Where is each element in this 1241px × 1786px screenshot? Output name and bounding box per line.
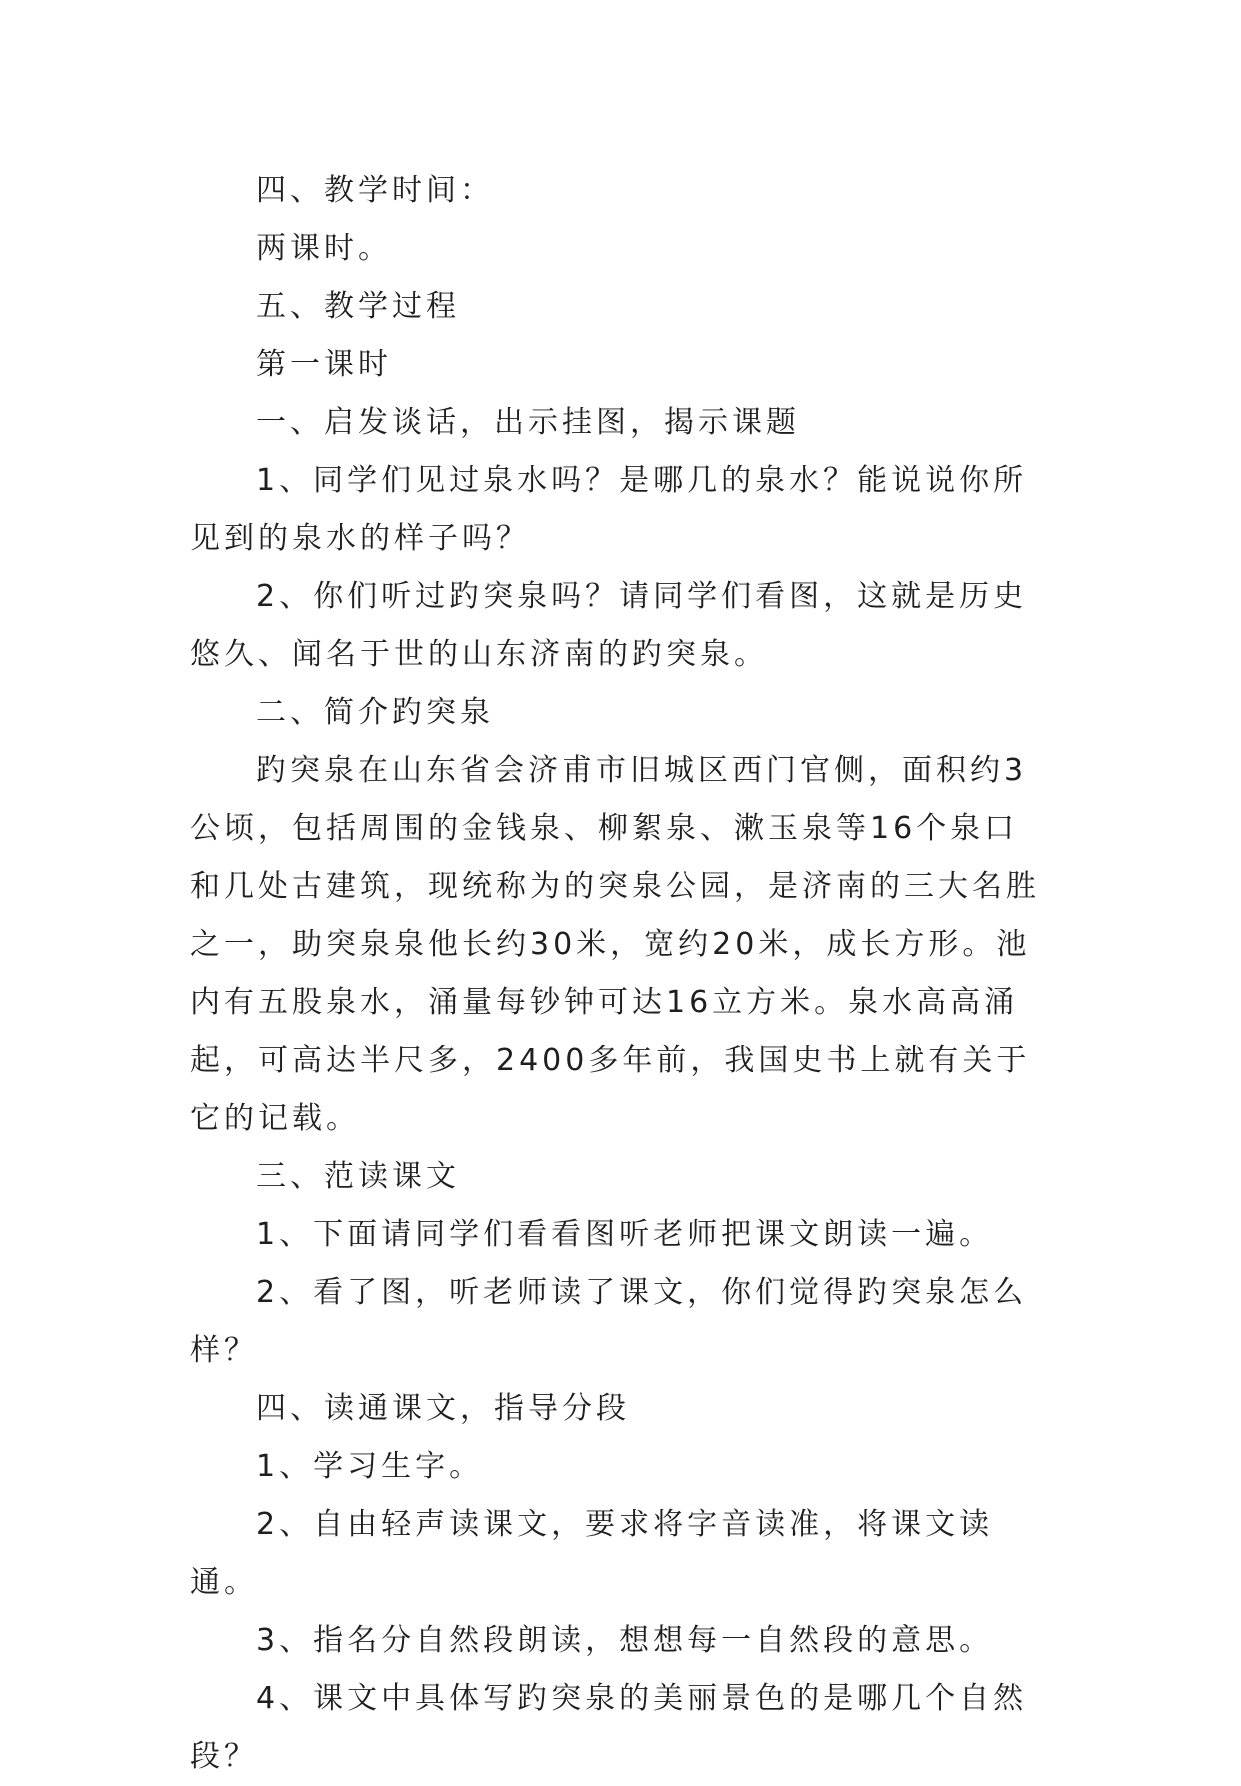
lesson-title-first: 第一课时: [256, 347, 392, 382]
intro-paragraph: 趵突泉在山东省会济甫市旧城区西门官侧，面积约3公顷，包括周围的金钱泉、柳絮泉、漱玉泉等16个泉口和几处古建筑，现统称为的突泉公园，是济南的三大名胜之一，助突泉泉他长约30米，宽约20米，成长方形。池内有五股泉水，涌量每钞钟可达16立方米。泉水高高涌起，可高达半尺多，2400多年前，我国史书上就有关于它的记载。: [190, 753, 1040, 1136]
step-heading-model-reading: 三、范读课文: [256, 1159, 460, 1194]
list-item-question-1: 1、同学们见过泉水吗？是哪几的泉水？能说说你所见到的泉水的样子吗？: [190, 463, 1028, 556]
list-item-task-1: 1、学习生字。: [256, 1449, 484, 1484]
list-item-reading-2: 2、看了图，听老师读了课文，你们觉得趵突泉怎么样？: [190, 1275, 1028, 1368]
list-item-question-2: 2、你们听过趵突泉吗？请同学们看图，这就是历史悠久、闻名于世的山东济南的趵突泉。: [190, 579, 1028, 672]
list-item-reading-1: 1、下面请同学们看看图听老师把课文朗读一遍。: [256, 1217, 994, 1252]
list-item-task-3: 3、指名分自然段朗读，想想每一自然段的意思。: [256, 1623, 994, 1658]
list-item-task-2: 2、自由轻声读课文，要求将字音读准，将课文读通。: [190, 1507, 994, 1600]
list-item-task-4: 4、课文中具体写趵突泉的美丽景色的是哪几个自然段？: [190, 1681, 1028, 1774]
step-heading-brief-intro: 二、简介趵突泉: [256, 695, 494, 730]
teaching-time-value: 两课时。: [256, 231, 392, 266]
section-heading-teaching-process: 五、教学过程: [256, 289, 460, 324]
section-heading-teaching-time: 四、教学时间：: [256, 173, 494, 208]
document-body: [190, 162, 1050, 1786]
step-heading-read-and-segment: 四、读通课文，指导分段: [256, 1391, 630, 1426]
step-heading-introduction: 一、启发谈话，出示挂图，揭示课题: [256, 405, 800, 440]
